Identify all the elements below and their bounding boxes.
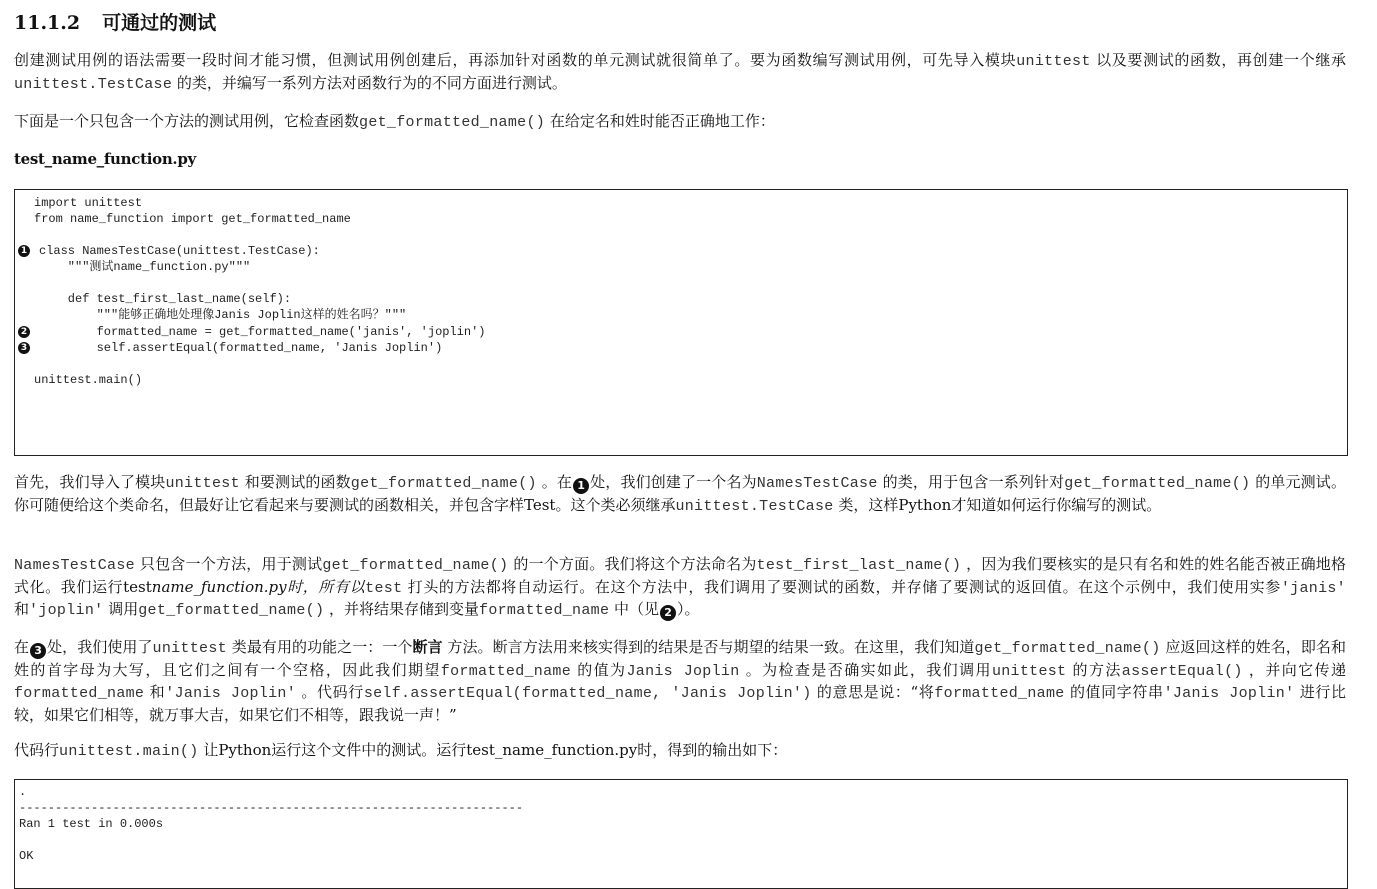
explain-paragraph-1 [14, 472, 1346, 517]
text-run: 首先，我们导入了模块 [14, 473, 166, 491]
code-line: self.assertEqual(formatted_name, 'Janis Joplin') [39, 341, 443, 355]
text-run: 让Python运行这个文件中的测试。运行test_name_function.py时，得到的输出如下： [198, 741, 788, 759]
callout-marker-1-icon: 1 [573, 478, 589, 494]
explain-paragraph-2 [14, 554, 1346, 622]
inline-code: Janis Joplin [626, 662, 740, 680]
text-run: ，并向它传递 [1242, 660, 1346, 679]
code-line: """测试name_function.py""" [39, 260, 251, 274]
explain-paragraph-3 [14, 637, 1346, 726]
code-line: import unittest [34, 196, 143, 210]
callout-marker-3-icon: 3 [30, 643, 46, 659]
inline-code: unittest.main() [59, 743, 199, 760]
text-run: 中（见 [609, 600, 660, 618]
inline-code: unittest.TestCase [675, 497, 834, 515]
inline-code: formatted_name [14, 685, 145, 702]
inline-code: formatted_name [479, 602, 610, 619]
code-line: unittest.main() [34, 373, 143, 387]
italic-run: name_function.py时，所有以 [151, 577, 366, 596]
inline-code: get_formatted_name() [322, 557, 509, 574]
output-line: OK [19, 849, 34, 863]
text-run: 类，这样Python才知道如何运行你编写的测试。 [833, 495, 1162, 514]
text-run: 的方法 [1066, 660, 1122, 679]
text-run: 的一个方面。我们将这个方法命名为 [508, 555, 757, 573]
inline-code: 'janis' [1280, 579, 1346, 597]
inline-code: NamesTestCase [14, 557, 135, 574]
inline-code: get_formatted_name() [359, 114, 546, 131]
section-number: 11.1.2 [14, 12, 81, 34]
inline-code: NamesTestCase [756, 475, 878, 492]
inline-code: formatted_name [934, 685, 1065, 702]
inline-code: unittest [165, 475, 240, 492]
code-listing-box [14, 189, 1348, 456]
text-run: 在给定名和姓时能否正确地工作： [545, 112, 775, 130]
text-run: 和 [14, 600, 30, 618]
text-run: ，因为我们要核实的是只有名和姓的姓名能否被正确地格式化。我们运行test [14, 555, 1346, 596]
inline-code: 'Janis Joplin' [1163, 685, 1295, 702]
code-line: """能够正确地处理像Janis Joplin这样的姓名吗？""" [39, 308, 407, 322]
output-line: Ran 1 test in 0.000s [19, 817, 164, 831]
inline-code: unittest [152, 640, 227, 657]
text-run: ）。 [677, 600, 700, 618]
section-title: 可通过的测试 [102, 12, 217, 34]
inline-code: unittest [991, 662, 1067, 680]
text-run: 的类，用于包含一系列针对 [877, 473, 1065, 491]
text-run: 创建测试用例的语法需要一段时间才能习惯，但测试用例创建后，再添加针对函数的单元测试就很简单了。要为函数编写测试用例，可先导入模块 [14, 51, 1017, 69]
explain-paragraph-4 [14, 740, 1346, 763]
text-run: 和 [144, 683, 166, 701]
code-line: def test_first_last_name(self): [39, 292, 292, 306]
text-run: 处，我们使用了 [47, 638, 153, 656]
text-run: 的值同字符串 [1064, 683, 1164, 701]
inline-code: self.assertEqual(formatted_name, 'Janis Joplin') [363, 685, 812, 702]
text-run: 。在 [536, 473, 573, 491]
text-run: 类最有用的功能之一：一个 [226, 638, 413, 656]
callout-marker-2-icon: 2 [18, 326, 30, 338]
code-line: from name_function import get_formatted_name [34, 212, 351, 226]
text-run: 只包含一个方法，用于测试 [134, 555, 323, 573]
callout-marker-3-icon: 3 [18, 342, 30, 354]
output-line: . [19, 785, 27, 799]
text-run: 的类，并编写一系列方法对函数行为的不同方面进行测试。 [172, 73, 567, 92]
bold-term: 断言 [412, 638, 443, 656]
inline-code: get_formatted_name() [350, 475, 537, 492]
callout-marker-2-icon: 2 [660, 605, 676, 621]
text-run: 打头的方法都将自动运行。在这个方法中，我们调用了要测试的函数，并存储了要测试的返回值。在这个示例中，我们使用实参 [402, 577, 1281, 596]
callout-marker-1-icon: 1 [18, 245, 30, 257]
inline-code: get_formatted_name() [138, 602, 325, 619]
text-run: 进行比较，如果它们相等，就万事大吉，如果它们不相等，跟我说一声！” [14, 683, 1346, 724]
text-run: 和要测试的函数 [239, 473, 351, 491]
text-run: 的单元测试。你可随便给这个类命名，但最好让它看起来与要测试的函数相关，并包含字样Test。这个类必须继承 [14, 473, 1346, 514]
section-heading [14, 8, 216, 35]
intro-paragraph-1 [14, 50, 1346, 95]
text-run: ，并将结果存储到变量 [324, 600, 480, 618]
text-run: 在 [14, 638, 30, 656]
inline-code: get_formatted_name() [974, 640, 1161, 657]
inline-code: test_first_last_name() [756, 557, 962, 574]
text-run: 的意思是说：“将 [811, 683, 935, 701]
inline-code: 'joplin' [29, 602, 104, 619]
code-line: class NamesTestCase(unittest.TestCase): [39, 244, 320, 258]
inline-code: unittest [1016, 53, 1091, 70]
text-run: 。代码行 [296, 683, 364, 701]
inline-code: test [365, 579, 403, 597]
text-run: 。为检查是否确实如此，我们调用 [739, 660, 992, 679]
intro-paragraph-2 [14, 111, 1346, 134]
inline-code: unittest.TestCase [14, 75, 173, 93]
inline-code: formatted_name [440, 662, 572, 680]
code-line: formatted_name = get_formatted_name('janis', 'joplin') [39, 325, 486, 339]
text-run: 以及要测试的函数，再创建一个继承 [1090, 51, 1346, 69]
listing-filename: test_name_function.py [14, 150, 196, 168]
text-run: 应返回这样的姓名，即名和姓的首字母为大写，且它们之间有一个空格，因此我们期望 [14, 638, 1346, 679]
text-run: 的值为 [571, 660, 627, 679]
output-separator: ---------------------------------------------------------------------- [19, 801, 524, 815]
inline-code: 'Janis Joplin' [165, 685, 297, 702]
inline-code: assertEqual() [1121, 662, 1243, 680]
text-run: 下面是一个只包含一个方法的测试用例，它检查函数 [14, 112, 360, 130]
text-run: 调用 [103, 600, 139, 618]
output-listing-box [14, 779, 1348, 889]
inline-code: get_formatted_name() [1064, 475, 1251, 492]
text-run: 处，我们创建了一个名为 [590, 473, 757, 491]
text-run: 代码行 [14, 741, 60, 759]
text-run: 方法。断言方法用来核实得到的结果是否与期望的结果一致。在这里，我们知道 [442, 638, 975, 656]
